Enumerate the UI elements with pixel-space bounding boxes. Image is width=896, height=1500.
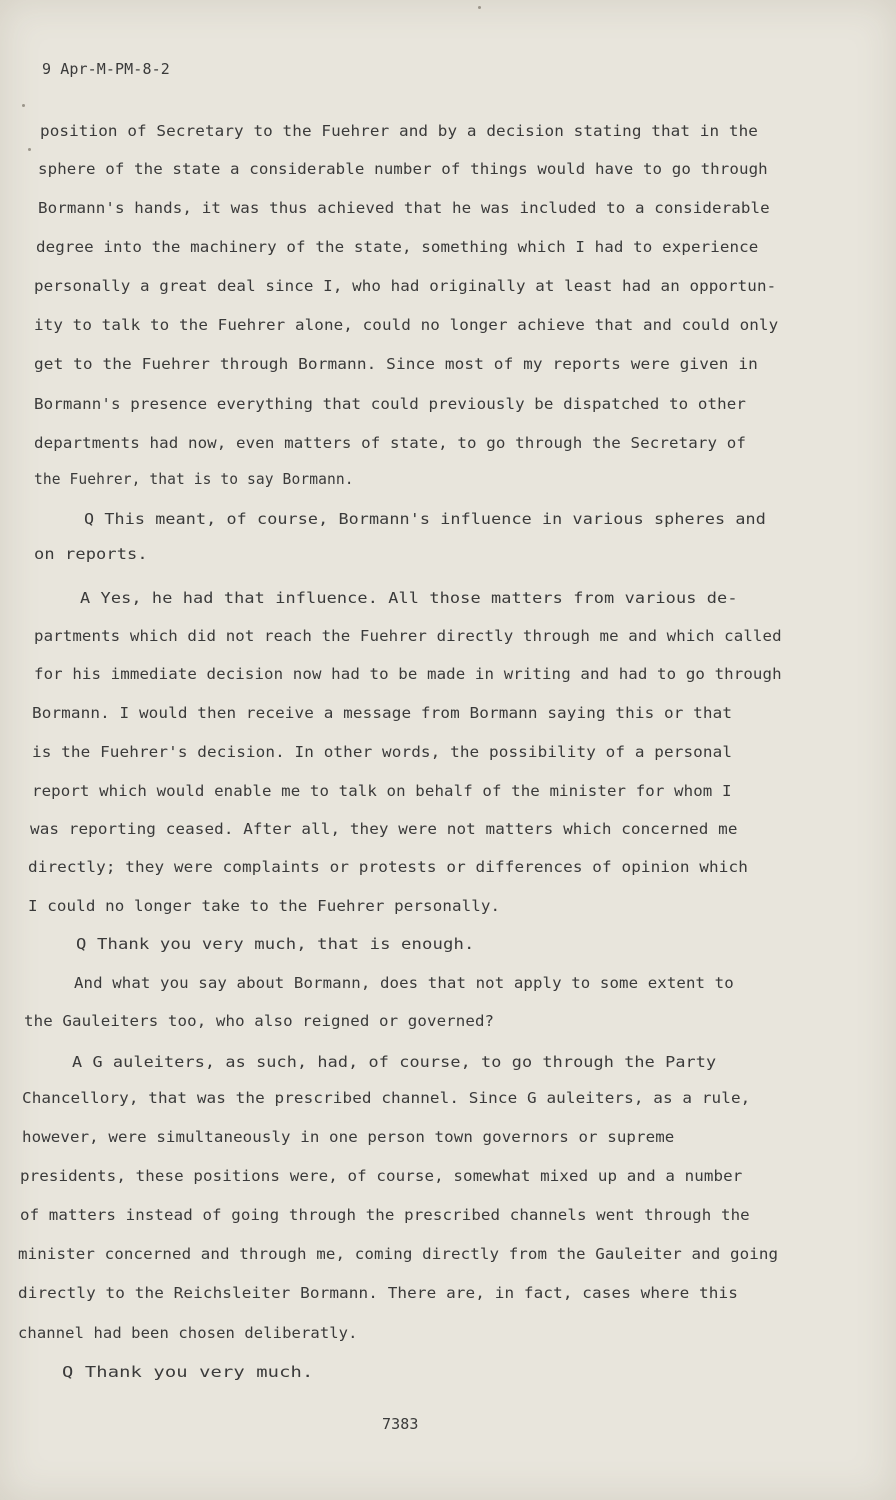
text-line: Bormann. I would then receive a message from Bormann saying this or that	[32, 704, 733, 722]
text-line: Chancellory, that was the prescribed channel. Since G auleiters, as a rule,	[22, 1089, 751, 1107]
paper-speck	[28, 148, 31, 151]
text-line: however, were simultaneously in one person town governors or supreme	[22, 1128, 675, 1146]
text-line: Q Thank you very much, that is enough.	[76, 935, 475, 953]
text-line: for his immediate decision now had to be made in writing and had to go through	[34, 665, 782, 683]
page-number: 7383	[382, 1415, 419, 1433]
text-line: partments which did not reach the Fuehrer directly through me and which called	[34, 627, 782, 645]
text-line: departments had now, even matters of state, to go through the Secretary of	[34, 434, 746, 452]
text-line: Q Thank you very much.	[62, 1363, 314, 1381]
text-line: presidents, these positions were, of course, somewhat mixed up and a number	[20, 1167, 743, 1185]
text-line: Bormann's presence everything that could previously be dispatched to other	[34, 395, 746, 413]
text-line: A G auleiters, as such, had, of course, to go through the Party	[72, 1053, 717, 1071]
text-line: ity to talk to the Fuehrer alone, could no longer achieve that and could only	[34, 316, 779, 334]
text-line: the Fuehrer, that is to say Bormann.	[34, 470, 354, 488]
text-line: Bormann's hands, it was thus achieved that he was included to a considerable	[38, 199, 770, 217]
text-line: report which would enable me to talk on behalf of the minister for whom I	[32, 782, 732, 800]
text-line: was reporting ceased. After all, they were not matters which concerned me	[30, 820, 738, 838]
text-line: Q This meant, of course, Bormann's influence in various spheres and	[84, 510, 766, 528]
text-line: I could no longer take to the Fuehrer personally.	[28, 897, 501, 915]
text-line: And what you say about Bormann, does that not apply to some extent to	[74, 974, 734, 992]
text-line: degree into the machinery of the state, something which I had to experience	[36, 238, 759, 256]
paper-speck	[478, 6, 481, 9]
text-line: directly; they were complaints or protests or differences of opinion which	[28, 858, 748, 876]
text-line: is the Fuehrer's decision. In other words, the possibility of a personal	[32, 743, 733, 761]
text-line: get to the Fuehrer through Bormann. Since most of my reports were given in	[34, 355, 758, 373]
text-line: channel had been chosen deliberatly.	[18, 1324, 358, 1342]
text-line: position of Secretary to the Fuehrer and by a decision stating that in the	[40, 122, 758, 140]
text-line: A Yes, he had that influence. All those matters from various de-	[80, 589, 738, 607]
text-line: directly to the Reichsleiter Bormann. There are, in fact, cases where this	[18, 1284, 738, 1302]
document-header: 9 Apr-M-PM-8-2	[42, 60, 170, 78]
text-line: minister concerned and through me, coming directly from the Gauleiter and going	[18, 1245, 779, 1263]
text-line: the Gauleiters too, who also reigned or governed?	[24, 1012, 495, 1030]
text-line: on reports.	[34, 545, 148, 563]
text-line: sphere of the state a considerable number of things would have to go through	[38, 160, 768, 178]
paper-speck	[22, 104, 25, 107]
text-line: personally a great deal since I, who had originally at least had an opportun-	[34, 277, 777, 295]
text-line: of matters instead of going through the prescribed channels went through the	[20, 1206, 750, 1224]
